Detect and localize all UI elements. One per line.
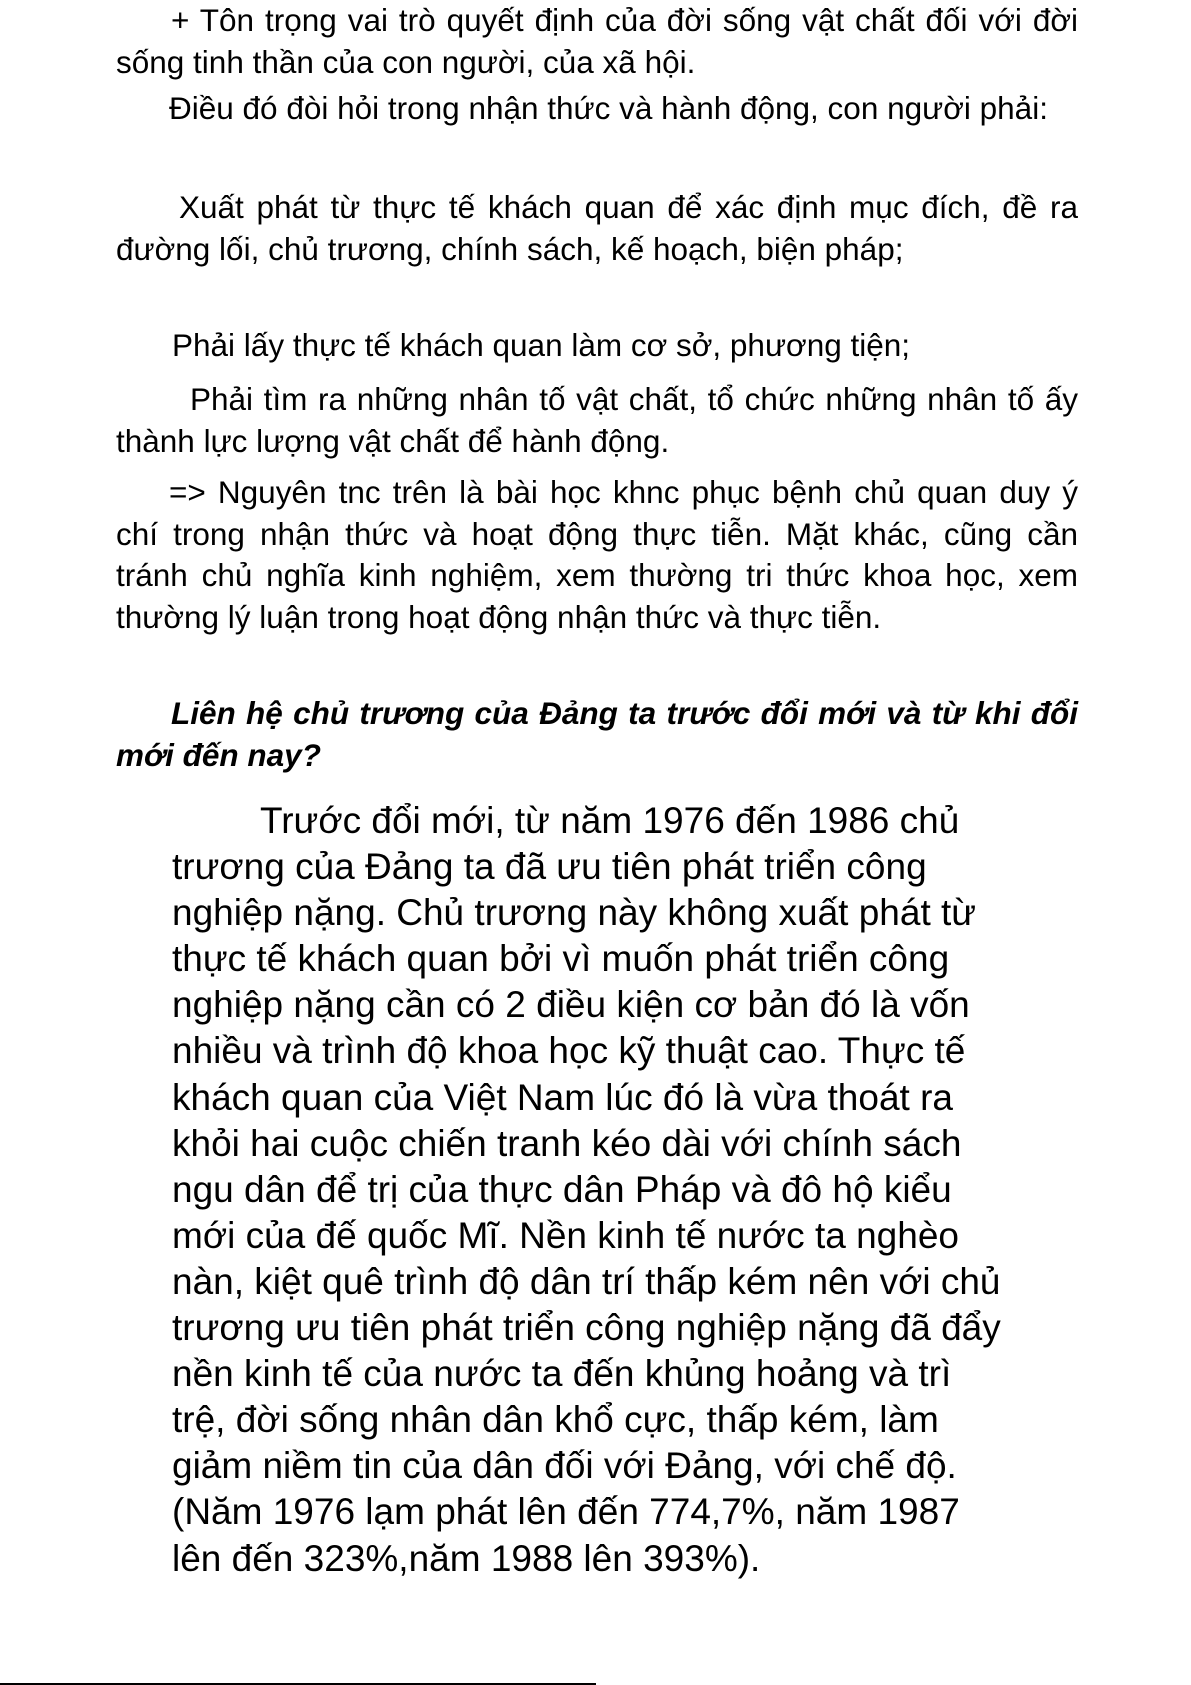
- answer-line: khỏi hai cuộc chiến tranh kéo dài với chính sách: [172, 1122, 962, 1164]
- paragraph-objective-basis: Phải lấy thực tế khách quan làm cơ sở, phương tiện;: [172, 327, 911, 363]
- answer-block: [172, 798, 1072, 1582]
- paragraph-start-from-reality: Xuất phát từ thực tế khách quan để xác định mục đích, đề ra đường lối, chủ trương, chính sách, kế hoạch, biện pháp;: [116, 189, 1078, 267]
- answer-line: nghiệp nặng. Chủ trương này không xuất phát từ: [172, 892, 977, 934]
- paragraph-material-factors: Phải tìm ra những nhân tố vật chất, tổ chức những nhân tố ấy thành lực lượng vật chất để hành động.: [116, 381, 1078, 459]
- answer-line: trương ưu tiên phát triển công nghiệp nặng đã đẩy: [172, 1307, 1001, 1349]
- answer-line: lên đến 323%,năm 1988 lên 393%).: [172, 1537, 761, 1579]
- answer-line: mới của đế quốc Mĩ. Nền kinh tế nước ta nghèo: [172, 1214, 959, 1256]
- answer-line: trệ, đời sống nhân dân khổ cực, thấp kém, làm: [172, 1399, 939, 1441]
- answer-line: nhiều và trình độ khoa học kỹ thuật cao. Thực tế: [172, 1030, 966, 1072]
- answer-line: thực tế khách quan bởi vì muốn phát triển công: [172, 938, 950, 980]
- answer-line: giảm niềm tin của dân đối với Đảng, với chế độ.: [172, 1445, 957, 1487]
- answer-line: trương của Đảng ta đã ưu tiên phát triển công: [172, 846, 927, 888]
- answer-line: khách quan của Việt Nam lúc đó là vừa thoát ra: [172, 1076, 953, 1118]
- answer-line: ngu dân để trị của thực dân Pháp và đô hộ kiểu: [172, 1168, 952, 1210]
- paragraph-requirement-intro: Điều đó đòi hỏi trong nhận thức và hành động, con người phải:: [169, 90, 1048, 126]
- paragraph-conclusion: => Nguyên tnc trên là bài học khnc phục bệnh chủ quan duy ý chí trong nhận thức và hoạt động thực tiễn. Mặt khác, cũng cần tránh chủ nghĩa kinh nghiệm, xem thường tri thức khoa học, xem thường lý luận trong hoạt động nhận thức và thực tiễn.: [116, 474, 1078, 635]
- answer-line: (Năm 1976 lạm phát lên đến 774,7%, năm 1987: [172, 1491, 960, 1533]
- answer-line: nền kinh tế của nước ta đến khủng hoảng và trì: [172, 1353, 952, 1395]
- answer-line: nghiệp nặng cần có 2 điều kiện cơ bản đó là vốn: [172, 984, 970, 1026]
- paragraph-material-life: + Tôn trọng vai trò quyết định của đời sống vật chất đối với đời sống tinh thần của con người, của xã hội.: [116, 2, 1078, 80]
- question-heading: Liên hệ chủ trương của Đảng ta trước đổi mới và từ khi đổi mới đến nay?: [116, 695, 1078, 773]
- answer-line: nàn, kiệt quê trình độ dân trí thấp kém nên với chủ: [172, 1260, 1001, 1302]
- answer-line: Trước đổi mới, từ năm 1976 đến 1986 chủ: [260, 800, 960, 841]
